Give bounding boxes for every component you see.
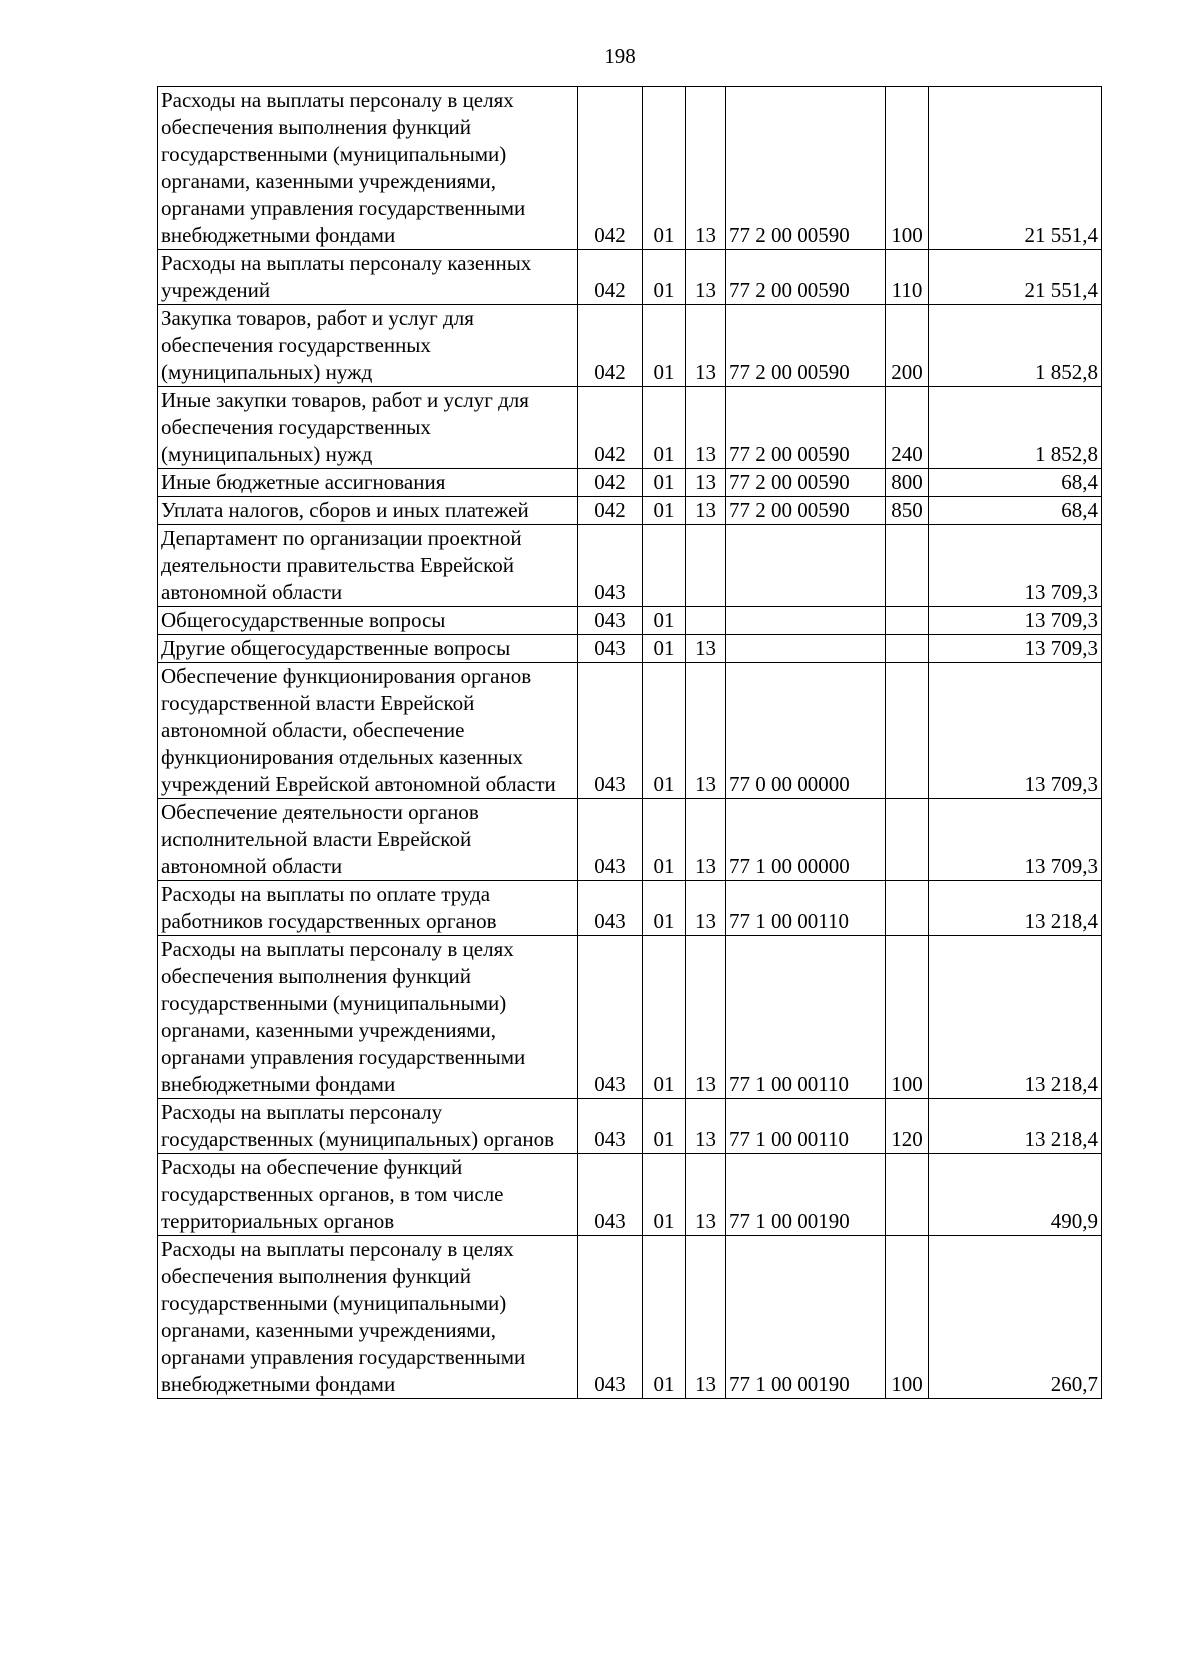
row-name: Расходы на выплаты персоналу казенных учреждений (158, 250, 578, 305)
section-code: 01 (643, 881, 686, 936)
amount-value: 68,4 (929, 497, 1102, 525)
subsection-code: 13 (686, 936, 726, 1099)
row-name: Расходы на выплаты персоналу государственных (муниципальных) органов (158, 1099, 578, 1154)
amount-value: 1 852,8 (929, 387, 1102, 469)
ministry-code: 043 (578, 1236, 643, 1399)
target-article-code: 77 1 00 00110 (726, 881, 886, 936)
expense-type-code: 120 (886, 1099, 929, 1154)
target-article-code: 77 2 00 00590 (726, 305, 886, 387)
budget-table (157, 86, 1102, 1399)
section-code: 01 (643, 497, 686, 525)
subsection-code (686, 525, 726, 607)
ministry-code: 043 (578, 607, 643, 635)
row-name: Расходы на выплаты персоналу в целях обеспечения выполнения функций государственными (муниципальными) органами, казенными учреждениями, органами управления государственными внебюджетными фондами (158, 1236, 578, 1399)
row-name: Общегосударственные вопросы (158, 607, 578, 635)
section-code: 01 (643, 799, 686, 881)
subsection-code: 13 (686, 635, 726, 663)
expense-type-code (886, 635, 929, 663)
row-name: Расходы на обеспечение функций государственных органов, в том числе территориальных органов (158, 1154, 578, 1236)
target-article-code: 77 2 00 00590 (726, 469, 886, 497)
section-code: 01 (643, 936, 686, 1099)
ministry-code: 042 (578, 87, 643, 250)
section-code: 01 (643, 663, 686, 799)
target-article-code: 77 1 00 00190 (726, 1236, 886, 1399)
table-row (158, 607, 1102, 635)
table-row (158, 1154, 1102, 1236)
target-article-code: 77 2 00 00590 (726, 497, 886, 525)
target-article-code: 77 2 00 00590 (726, 387, 886, 469)
section-code: 01 (643, 469, 686, 497)
subsection-code: 13 (686, 663, 726, 799)
section-code: 01 (643, 1236, 686, 1399)
subsection-code: 13 (686, 469, 726, 497)
subsection-code: 13 (686, 497, 726, 525)
page-number: 198 (604, 44, 636, 68)
expense-type-code: 110 (886, 250, 929, 305)
table-row (158, 936, 1102, 1099)
table-row (158, 881, 1102, 936)
row-name: Расходы на выплаты по оплате труда работников государственных органов (158, 881, 578, 936)
section-code: 01 (643, 250, 686, 305)
target-article-code: 77 0 00 00000 (726, 663, 886, 799)
expense-type-code: 800 (886, 469, 929, 497)
expense-type-code (886, 607, 929, 635)
table-row (158, 1236, 1102, 1399)
amount-value: 68,4 (929, 469, 1102, 497)
table-row (158, 469, 1102, 497)
amount-value: 21 551,4 (929, 250, 1102, 305)
ministry-code: 042 (578, 305, 643, 387)
ministry-code: 042 (578, 250, 643, 305)
target-article-code: 77 1 00 00110 (726, 936, 886, 1099)
amount-value: 13 709,3 (929, 607, 1102, 635)
subsection-code: 13 (686, 87, 726, 250)
amount-value: 13 218,4 (929, 1099, 1102, 1154)
subsection-code: 13 (686, 305, 726, 387)
expense-type-code (886, 525, 929, 607)
ministry-code: 042 (578, 497, 643, 525)
table-row (158, 525, 1102, 607)
section-code: 01 (643, 607, 686, 635)
expense-type-code: 100 (886, 87, 929, 250)
ministry-code: 043 (578, 1154, 643, 1236)
target-article-code (726, 607, 886, 635)
row-name: Расходы на выплаты персоналу в целях обеспечения выполнения функций государственными (муниципальными) органами, казенными учреждениями, органами управления государственными внебюджетными фондами (158, 936, 578, 1099)
table-row (158, 87, 1102, 250)
target-article-code (726, 525, 886, 607)
subsection-code: 13 (686, 250, 726, 305)
row-name: Иные бюджетные ассигнования (158, 469, 578, 497)
target-article-code: 77 1 00 00190 (726, 1154, 886, 1236)
section-code: 01 (643, 1154, 686, 1236)
amount-value: 260,7 (929, 1236, 1102, 1399)
amount-value: 13 709,3 (929, 799, 1102, 881)
amount-value: 13 709,3 (929, 663, 1102, 799)
table-body (158, 87, 1102, 1399)
row-name: Закупка товаров, работ и услуг для обеспечения государственных (муниципальных) нужд (158, 305, 578, 387)
expense-type-code (886, 881, 929, 936)
subsection-code: 13 (686, 387, 726, 469)
table-row (158, 305, 1102, 387)
table-row (158, 387, 1102, 469)
expense-type-code (886, 663, 929, 799)
table-row (158, 497, 1102, 525)
row-name: Другие общегосударственные вопросы (158, 635, 578, 663)
subsection-code: 13 (686, 799, 726, 881)
subsection-code: 13 (686, 881, 726, 936)
subsection-code (686, 607, 726, 635)
target-article-code: 77 2 00 00590 (726, 87, 886, 250)
expense-type-code (886, 1154, 929, 1236)
ministry-code: 043 (578, 936, 643, 1099)
row-name: Обеспечение функционирования органов государственной власти Еврейской автономной области, обеспечение функционирования отдельных казенных учреждений Еврейской автономной области (158, 663, 578, 799)
ministry-code: 042 (578, 387, 643, 469)
subsection-code: 13 (686, 1154, 726, 1236)
subsection-code: 13 (686, 1236, 726, 1399)
ministry-code: 042 (578, 469, 643, 497)
subsection-code: 13 (686, 1099, 726, 1154)
section-code: 01 (643, 305, 686, 387)
expense-type-code (886, 799, 929, 881)
table-row (158, 635, 1102, 663)
amount-value: 13 709,3 (929, 635, 1102, 663)
amount-value: 13 218,4 (929, 936, 1102, 1099)
expense-type-code: 240 (886, 387, 929, 469)
ministry-code: 043 (578, 635, 643, 663)
ministry-code: 043 (578, 1099, 643, 1154)
section-code: 01 (643, 87, 686, 250)
expense-type-code: 100 (886, 1236, 929, 1399)
amount-value: 13 709,3 (929, 525, 1102, 607)
table-row (158, 799, 1102, 881)
table-row (158, 663, 1102, 799)
amount-value: 1 852,8 (929, 305, 1102, 387)
row-name: Департамент по организации проектной деятельности правительства Еврейской автономной области (158, 525, 578, 607)
target-article-code: 77 2 00 00590 (726, 250, 886, 305)
amount-value: 13 218,4 (929, 881, 1102, 936)
ministry-code: 043 (578, 663, 643, 799)
section-code: 01 (643, 635, 686, 663)
table-row (158, 250, 1102, 305)
target-article-code (726, 635, 886, 663)
expense-type-code: 100 (886, 936, 929, 1099)
ministry-code: 043 (578, 881, 643, 936)
section-code: 01 (643, 1099, 686, 1154)
expense-type-code: 200 (886, 305, 929, 387)
row-name: Расходы на выплаты персоналу в целях обеспечения выполнения функций государственными (муниципальными) органами, казенными учреждениями, органами управления государственными внебюджетными фондами (158, 87, 578, 250)
amount-value: 21 551,4 (929, 87, 1102, 250)
row-name: Иные закупки товаров, работ и услуг для обеспечения государственных (муниципальных) нужд (158, 387, 578, 469)
ministry-code: 043 (578, 525, 643, 607)
row-name: Уплата налогов, сборов и иных платежей (158, 497, 578, 525)
ministry-code: 043 (578, 799, 643, 881)
target-article-code: 77 1 00 00110 (726, 1099, 886, 1154)
section-code: 01 (643, 387, 686, 469)
row-name: Обеспечение деятельности органов исполнительной власти Еврейской автономной области (158, 799, 578, 881)
table-row (158, 1099, 1102, 1154)
section-code (643, 525, 686, 607)
amount-value: 490,9 (929, 1154, 1102, 1236)
expense-type-code: 850 (886, 497, 929, 525)
target-article-code: 77 1 00 00000 (726, 799, 886, 881)
